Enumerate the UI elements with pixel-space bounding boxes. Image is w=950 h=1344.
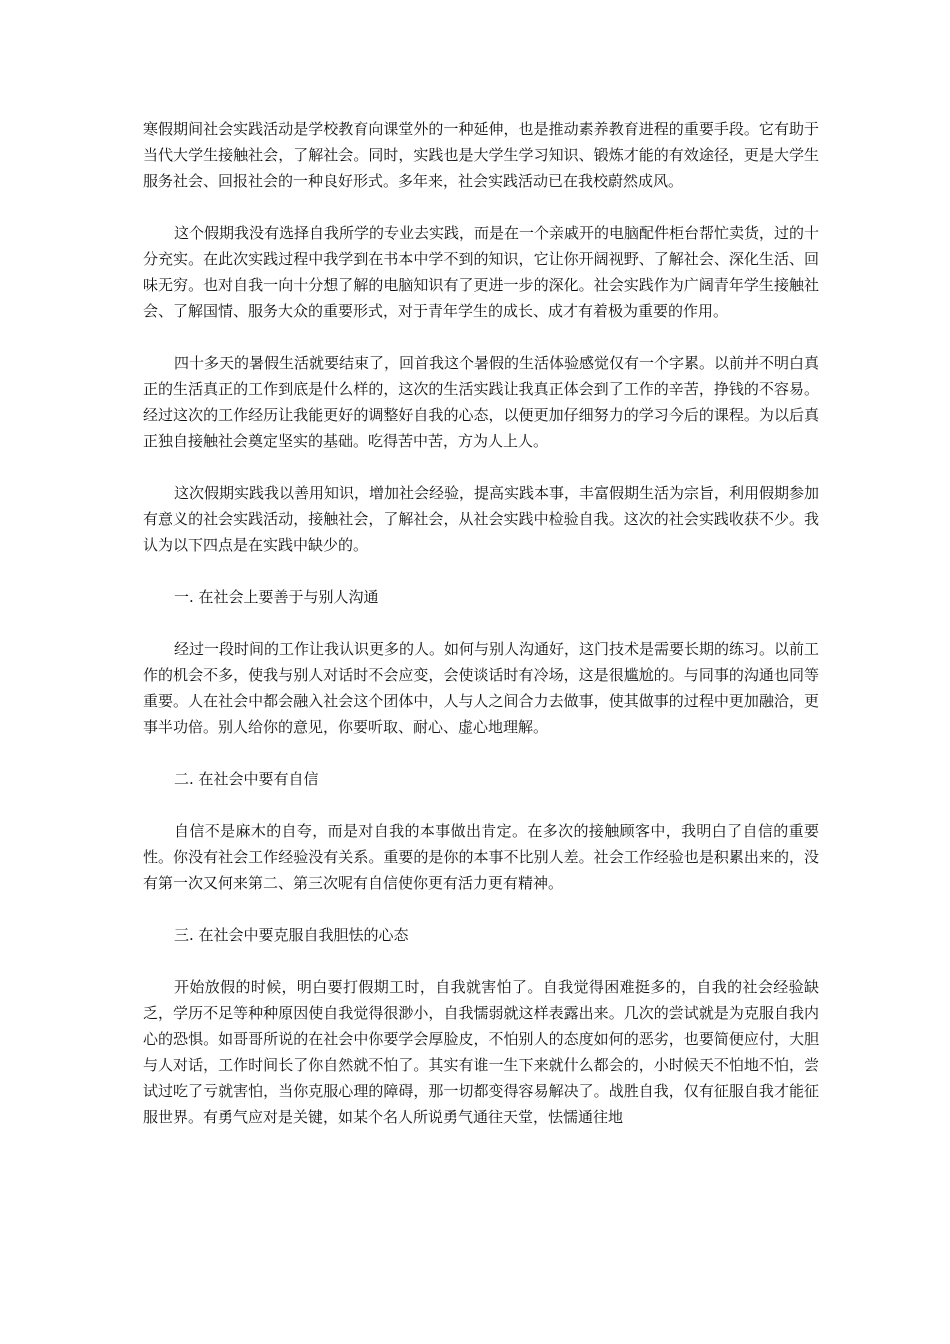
paragraph-communication: 经过一段时间的工作让我认识更多的人。如何与别人沟通好，这门技术是需要长期的练习。以前工作的机会不多，使我与别人对话时不会应变，会使谈话时有冷场，这是很尴尬的。与同事的沟通也同等重要。人在社会中都会融入社会这个团体中，人与人之间合力去做事，使其做事的过程中更加融洽，更事半功倍。别人给你的意见，你要听取、耐心、虚心地理解。 <box>143 640 820 736</box>
section-heading-confidence: 二. 在社会中要有自信 <box>174 770 319 788</box>
section-heading-communication: 一. 在社会上要善于与别人沟通 <box>174 588 379 606</box>
section-heading-overcome-timidity: 三. 在社会中要克服自我胆怯的心态 <box>174 926 409 944</box>
paragraph-confidence: 自信不是麻木的自夸，而是对自我的本事做出肯定。在多次的接触顾客中，我明白了自信的重要性。你没有社会工作经验没有关系。重要的是你的本事不比别人差。社会工作经验也是积累出来的，没有第一次又何来第二、第三次呢有自信使你更有活力更有精神。 <box>143 822 819 892</box>
paragraph-vacation-practice: 这个假期我没有选择自我所学的专业去实践，而是在一个亲戚开的电脑配件柜台帮忙卖货，过的十分充实。在此次实践过程中我学到在书本中学不到的知识，它让你开阔视野、了解社会、深化生活、回味无穷。也对自我一向十分想了解的电脑知识有了更进一步的深化。社会实践作为广阔青年学生接触社会、了解国情、服务大众的重要形式，对于青年学生的成长、成才有着极为重要的作用。 <box>143 224 820 320</box>
document-page <box>143 116 819 1130</box>
paragraph-summer-reflection: 四十多天的暑假生活就要结束了，回首我这个暑假的生活体验感觉仅有一个字累。以前并不明白真正的生活真正的工作到底是什么样的，这次的生活实践让我真正体会到了工作的辛苦，挣钱的不容易。经过这次的工作经历让我能更好的调整好自我的心态，以便更加仔细努力的学习今后的课程。为以后真正独自接触社会奠定坚实的基础。吃得苦中苦，方为人上人。 <box>143 354 820 450</box>
paragraph-practice-goals: 这次假期实践我以善用知识，增加社会经验，提高实践本事，丰富假期生活为宗旨，利用假期参加有意义的社会实践活动，接触社会，了解社会，从社会实践中检验自我。这次的社会实践收获不少。我认为以下四点是在实践中缺少的。 <box>143 484 820 554</box>
paragraph-overcome-timidity: 开始放假的时候，明白要打假期工时，自我就害怕了。自我觉得困难挺多的，自我的社会经验缺乏，学历不足等种种原因使自我觉得很渺小，自我懦弱就这样表露出来。几次的尝试就是为克服自我内心的恐惧。如哥哥所说的在社会中你要学会厚脸皮，不怕别人的态度如何的恶劣，也要简便应付，大胆与人对话，工作时间长了你自然就不怕了。其实有谁一生下来就什么都会的，小时候天不怕地不怕，尝试过吃了亏就害怕，当你克服心理的障碍，那一切都变得容易解决了。战胜自我，仅有征服自我才能征服世界。有勇气应对是关键，如某个名人所说勇气通往天堂，怯懦通往地 <box>143 978 819 1126</box>
paragraph-intro: 寒假期间社会实践活动是学校教育向课堂外的一种延伸，也是推动素养教育进程的重要手段。它有助于当代大学生接触社会，了解社会。同时，实践也是大学生学习知识、锻炼才能的有效途径，更是大学生服务社会、回报社会的一种良好形式。多年来，社会实践活动已在我校蔚然成风。 <box>143 120 819 190</box>
